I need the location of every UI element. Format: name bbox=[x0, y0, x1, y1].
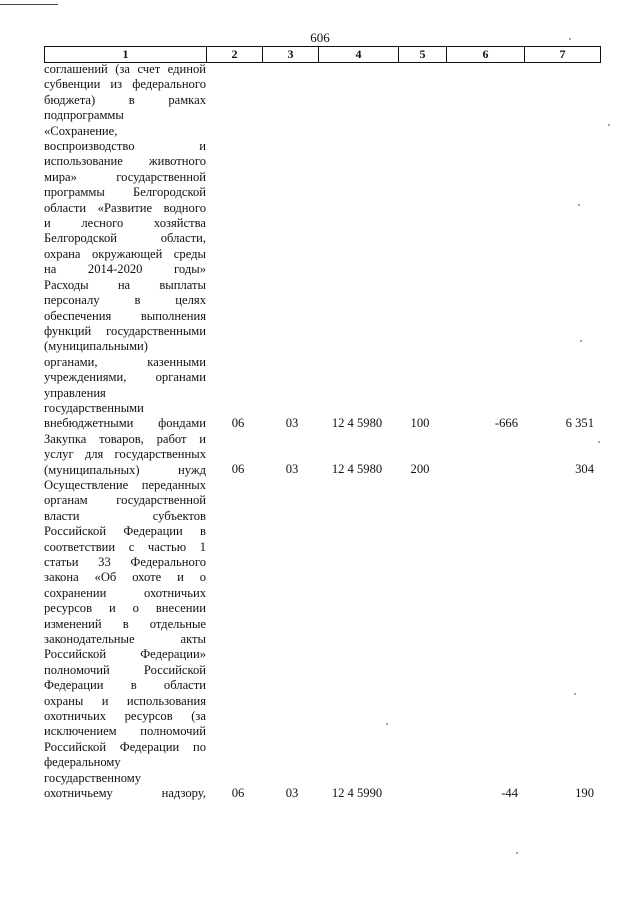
text-line: персоналу в целях bbox=[44, 293, 206, 308]
scan-speck bbox=[608, 124, 610, 126]
text-line: Российской Федерации в bbox=[44, 524, 206, 539]
top-rule bbox=[0, 4, 58, 5]
text-line: государственному bbox=[44, 770, 142, 785]
text-line: учреждениями, органами bbox=[44, 370, 206, 385]
cell-target-article: 12 4 5980 bbox=[331, 416, 383, 430]
scan-speck bbox=[578, 204, 580, 206]
text-line: федеральному bbox=[44, 755, 121, 770]
cell-subsection: 03 bbox=[285, 462, 299, 476]
text-line: воспроизводство и bbox=[44, 139, 206, 154]
cell-total-amount: 190 bbox=[575, 786, 594, 800]
text-line: бюджета) в рамках bbox=[44, 92, 206, 107]
text-line: изменений в отдельные bbox=[44, 616, 206, 631]
cell-expense-type: 200 bbox=[410, 462, 430, 476]
text-line: (муниципальных) нужд bbox=[44, 462, 206, 477]
text-line: Расходы на выплаты bbox=[44, 277, 206, 292]
page-number: 606 bbox=[310, 30, 330, 45]
text-line: охрана окружающей среды bbox=[44, 246, 206, 261]
text-line: Белгородской области, bbox=[44, 231, 206, 246]
text-line: сохранении охотничьих bbox=[44, 585, 206, 600]
text-line: обеспечения выполнения bbox=[44, 308, 206, 323]
text-line: соглашений (за счет единой bbox=[44, 62, 206, 76]
cell-change-amount: -44 bbox=[501, 786, 518, 800]
text-line: органами, казенными bbox=[44, 354, 206, 369]
text-line: области «Развитие водного bbox=[44, 200, 206, 215]
cell-target-article: 12 4 5990 bbox=[331, 786, 383, 800]
text-line: охраны и использования bbox=[44, 693, 206, 708]
text-line: «Сохранение, bbox=[44, 123, 118, 138]
text-line: охотничьему надзору, bbox=[44, 786, 206, 801]
text-line: использование животного bbox=[44, 154, 206, 169]
text-line: соответствии с частью 1 bbox=[44, 539, 206, 554]
text-line: полномочий Российской bbox=[44, 662, 206, 677]
text-line: ресурсов и о внесении bbox=[44, 601, 206, 616]
text-line: Федерации в области bbox=[44, 678, 206, 693]
cell-total-amount: 6 351 bbox=[565, 416, 594, 430]
text-line: функций государственными bbox=[44, 323, 206, 338]
text-line: Закупка товаров, работ и bbox=[44, 431, 206, 446]
header-col-5: 5 bbox=[399, 47, 447, 63]
cell-target-article: 12 4 5980 bbox=[331, 462, 383, 476]
cell-total-amount: 304 bbox=[575, 462, 594, 476]
cell-section: 06 bbox=[231, 786, 245, 800]
text-line: Осуществление переданных bbox=[44, 477, 206, 492]
text-line: законодательные акты bbox=[44, 632, 206, 647]
cell-section: 06 bbox=[231, 462, 245, 476]
scan-speck bbox=[569, 38, 571, 40]
text-line: власти субъектов bbox=[44, 508, 206, 523]
header-col-1: 1 bbox=[45, 47, 207, 63]
text-line: внебюджетными фондами bbox=[44, 416, 206, 431]
text-line: субвенции из федерального bbox=[44, 77, 206, 92]
text-line: программы Белгородской bbox=[44, 185, 206, 200]
text-line: и лесного хозяйства bbox=[44, 216, 206, 231]
cell-subsection: 03 bbox=[285, 786, 299, 800]
cell-change-amount: -666 bbox=[494, 416, 518, 430]
text-line: (муниципальными) bbox=[44, 339, 148, 354]
scan-speck bbox=[386, 723, 388, 725]
text-line: органам государственной bbox=[44, 493, 206, 508]
text-line: государственными bbox=[44, 400, 144, 415]
header-col-6: 6 bbox=[447, 47, 525, 63]
text-line: Российской Федерации» bbox=[44, 647, 206, 662]
cell-expense-type: 100 bbox=[410, 416, 430, 430]
description-column bbox=[44, 62, 206, 802]
header-col-4: 4 bbox=[319, 47, 399, 63]
text-block bbox=[44, 62, 206, 802]
cell-subsection: 03 bbox=[285, 416, 299, 430]
text-line: закона «Об охоте и о bbox=[44, 570, 206, 585]
header-col-2: 2 bbox=[207, 47, 263, 63]
header-col-3: 3 bbox=[263, 47, 319, 63]
text-line: подпрограммы bbox=[44, 108, 124, 123]
scan-speck bbox=[598, 441, 600, 443]
text-line: охотничьих ресурсов (за bbox=[44, 709, 206, 724]
text-line: управления bbox=[44, 385, 106, 400]
text-line: мира» государственной bbox=[44, 169, 206, 184]
table-header bbox=[44, 46, 601, 63]
text-line: статьи 33 Федерального bbox=[44, 555, 206, 569]
text-line: исключением полномочий bbox=[44, 724, 206, 739]
cell-section: 06 bbox=[231, 416, 245, 430]
scan-speck bbox=[574, 693, 576, 695]
text-line: услуг для государственных bbox=[44, 447, 206, 462]
header-col-7: 7 bbox=[525, 47, 601, 63]
text-line: Российской Федерации по bbox=[44, 739, 206, 754]
scan-speck bbox=[580, 340, 582, 342]
text-line: на 2014-2020 годы» bbox=[44, 262, 206, 277]
scan-speck bbox=[516, 852, 518, 854]
